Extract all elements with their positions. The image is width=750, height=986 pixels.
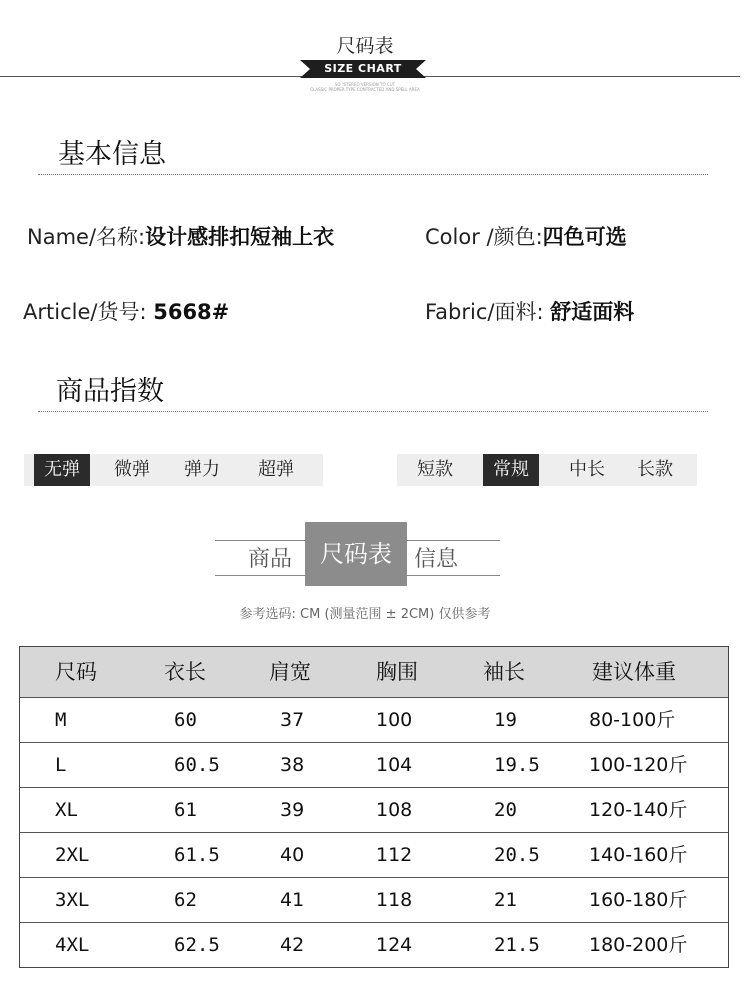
article-separator: : [139,300,147,324]
color-label: Color /颜色 [425,225,536,249]
cell-weight: 120-140斤 [589,799,688,821]
cell-weight: 100-120斤 [589,754,688,776]
cell-size: 2XL [55,844,90,866]
cell-shoulder: 37 [280,709,305,731]
table-row [20,877,728,922]
name-label: Name/名称 [27,225,139,249]
cell-shoulder: 42 [280,934,305,956]
cell-size: M [55,709,67,731]
color-separator: : [535,225,543,249]
cell-sleeve: 21.5 [494,934,540,956]
length-option-0: 短款 [417,459,453,480]
name-value: 设计感排扣短袖上衣 [145,225,335,249]
fabric-label: Fabric/面料 [425,300,537,324]
cell-weight: 140-160斤 [589,844,688,866]
basic-info-divider [38,174,708,175]
header-shoulder: 肩宽 [269,660,311,684]
cell-shoulder: 40 [280,844,305,866]
cell-size: L [55,754,67,776]
cell-length: 60.5 [174,754,220,776]
product-index-title: 商品指数 [56,376,164,407]
cell-size: 4XL [55,934,90,956]
cell-shoulder: 38 [280,754,305,776]
article-value: 5668# [153,300,230,324]
cell-weight: 180-200斤 [589,934,688,956]
table-row [20,742,728,787]
cell-weight: 80-100斤 [589,709,676,731]
table-row [20,787,728,832]
cell-sleeve: 20 [494,799,517,821]
name-separator: : [138,225,146,249]
product-index-divider [38,411,708,412]
fabric-separator: : [536,300,544,324]
elasticity-option-3: 超弹 [258,459,294,480]
elasticity-bar [24,454,323,486]
cell-chest: 104 [376,754,413,776]
article-field [23,296,229,326]
name-field [27,221,334,251]
cell-sleeve: 21 [494,889,517,911]
cell-weight: 160-180斤 [589,889,688,911]
measurement-note: 参考选码: CM (测量范围 ± 2CM) 仅供参考 [239,607,491,622]
table-header-row [20,647,728,697]
elasticity-option-2: 弹力 [184,459,220,480]
color-field [425,221,627,251]
cell-shoulder: 39 [280,799,305,821]
length-option-3: 长款 [637,459,673,480]
cell-length: 60 [174,709,197,731]
fabric-value: 舒适面料 [550,300,635,324]
cell-length: 61.5 [174,844,220,866]
header-chest: 胸围 [376,660,418,684]
header-title: 尺码表 [336,35,394,57]
size-chart-label: SIZE CHART [324,62,402,75]
fabric-field [425,296,634,326]
banner-left-text: 商品 [248,547,293,572]
header-size: 尺码 [55,660,97,684]
cell-size: 3XL [55,889,90,911]
cell-length: 62 [174,889,197,911]
length-bar [397,454,697,486]
header-weight: 建议体重 [592,660,676,684]
header-small-text-1: SO "STEREO VERSION TO CUT [334,82,396,87]
table-row [20,697,728,742]
cell-size: XL [55,799,78,821]
banner-right-text: 信息 [414,547,459,572]
cell-chest: 124 [376,934,413,956]
cell-sleeve: 19.5 [494,754,540,776]
length-option-1: 常规 [483,454,539,486]
cell-sleeve: 20.5 [494,844,540,866]
table-row [20,832,728,877]
elasticity-option-1: 微弹 [114,459,150,480]
color-value: 四色可选 [542,225,627,249]
size-table [19,646,729,968]
table-row [20,922,728,967]
cell-shoulder: 41 [280,889,305,911]
cell-length: 61 [174,799,197,821]
cell-chest: 108 [376,799,413,821]
header-small-text-2: CLASSIC PROPER TYPE CONTRACTED AND SPELL AREA [310,87,420,92]
header-sleeve: 袖长 [483,660,525,684]
article-label: Article/货号 [23,300,140,324]
cell-sleeve: 19 [494,709,517,731]
length-option-2: 中长 [569,459,605,480]
elasticity-option-0: 无弹 [34,454,90,486]
cell-chest: 100 [376,709,413,731]
cell-length: 62.5 [174,934,220,956]
banner-center-box: 尺码表 [305,522,407,586]
cell-chest: 112 [376,844,413,866]
cell-chest: 118 [376,889,413,911]
header-length: 衣长 [164,660,206,684]
basic-info-title: 基本信息 [58,139,166,170]
